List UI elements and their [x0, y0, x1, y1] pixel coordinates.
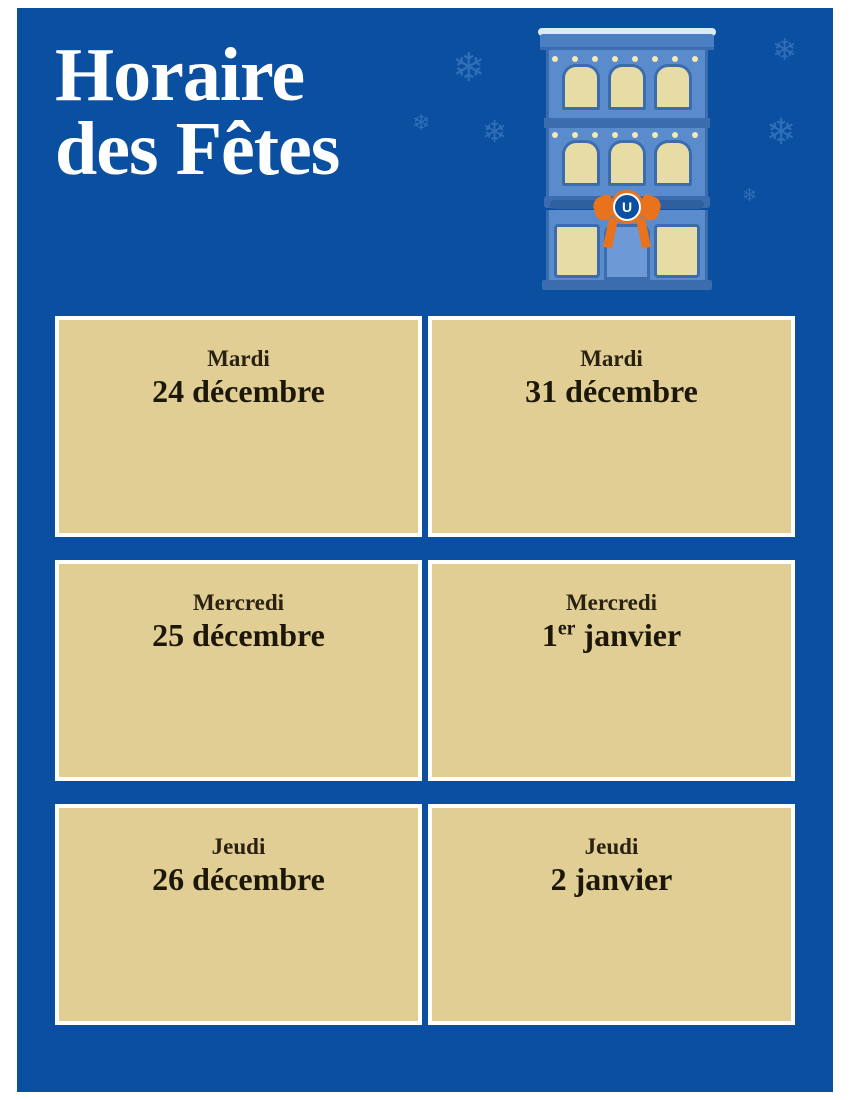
card-weekday: Mercredi [192, 590, 285, 615]
card-weekday: Jeudi [211, 834, 266, 859]
window-upper-center [608, 64, 646, 110]
schedule-card [55, 560, 422, 781]
card-ordinal-suffix: er [557, 617, 576, 640]
building-base [542, 280, 712, 290]
snowflake-icon: ❄ [412, 110, 431, 135]
storefront-window-right [654, 224, 700, 278]
poster-header [55, 33, 525, 192]
storefront-window-left [554, 224, 600, 278]
card-day-number: 1 [541, 617, 558, 654]
window-upper-right [654, 64, 692, 110]
card-date: 26 décembre [152, 861, 325, 898]
brand-logo-letter: U [615, 195, 639, 219]
schedule-card [428, 316, 795, 537]
schedule-card [428, 560, 795, 781]
snowflake-icon: ❄ [482, 116, 508, 149]
schedule-grid [55, 316, 795, 1025]
roof-shape [540, 34, 714, 50]
window-middle-center [608, 140, 646, 186]
floor-divider-upper [544, 118, 710, 128]
snowflake-icon: ❄ [742, 185, 758, 205]
page-title [55, 33, 525, 192]
schedule-card [428, 804, 795, 1025]
string-lights-middle [546, 132, 708, 138]
card-weekday: Mercredi [565, 590, 658, 615]
card-date: 31 décembre [525, 373, 698, 410]
snowflake-icon: ❄ [766, 112, 797, 152]
card-weekday: Mardi [207, 346, 270, 371]
snowflake-icon: ❄ [772, 34, 798, 67]
snowflake-icon: ❄ [452, 45, 486, 90]
schedule-card [55, 316, 422, 537]
window-middle-left [562, 140, 600, 186]
card-weekday: Mardi [580, 346, 643, 371]
title-line-1: Horaire [55, 33, 305, 117]
window-middle-right [654, 140, 692, 186]
card-weekday: Jeudi [584, 834, 639, 859]
card-date-ordinal [432, 617, 791, 654]
window-upper-left [562, 64, 600, 110]
storefront-illustration [536, 28, 718, 290]
card-month: janvier [583, 617, 682, 654]
title-line-2: des Fêtes [55, 107, 340, 192]
string-lights-upper [546, 56, 708, 62]
schedule-card [55, 804, 422, 1025]
card-date: 25 décembre [152, 617, 325, 654]
card-date: 2 janvier [550, 861, 673, 898]
brand-logo-medallion [610, 190, 644, 224]
card-date: 24 décembre [152, 373, 325, 410]
